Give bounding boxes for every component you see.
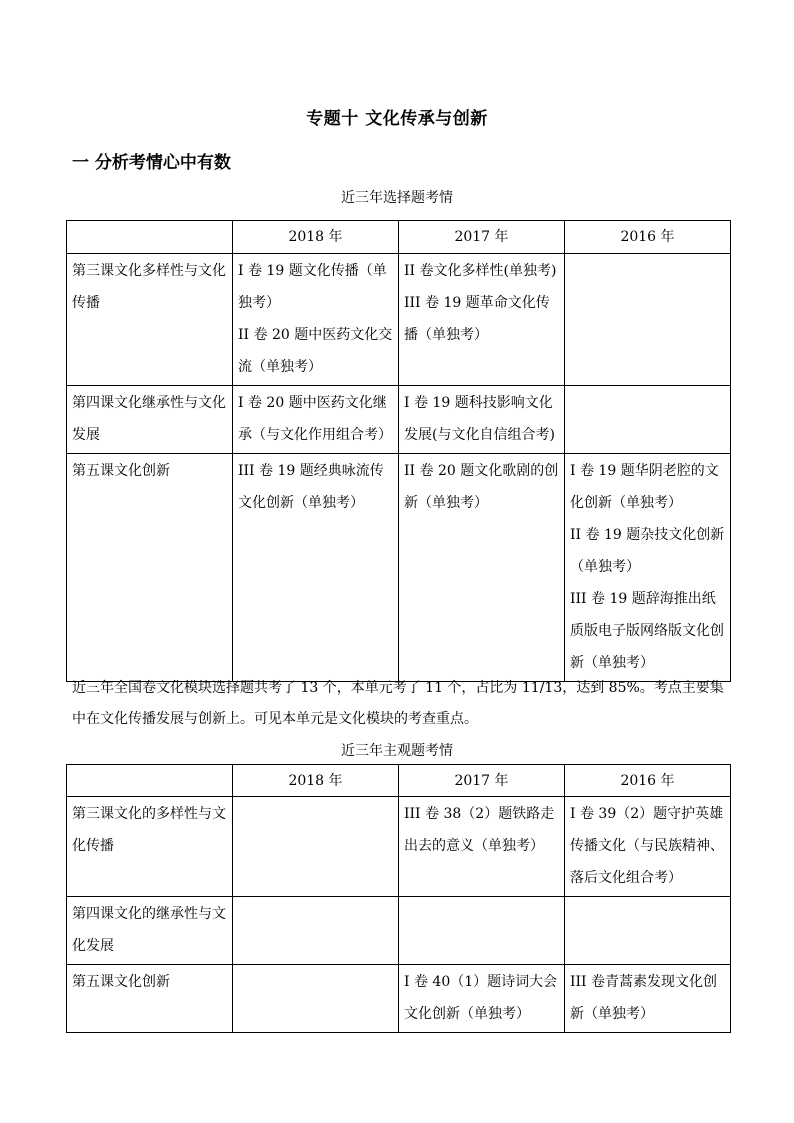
header-cell bbox=[67, 221, 233, 254]
cell-entry: I 卷 40（1）题诗词大会文化创新（单独考） bbox=[404, 974, 558, 1022]
section-heading: 一 分析考情心中有数 bbox=[72, 153, 231, 173]
cell-2016 bbox=[565, 386, 731, 454]
cell-2018 bbox=[233, 965, 399, 1033]
header-cell-2016: 2016 年 bbox=[565, 221, 731, 254]
cell-2017 bbox=[399, 254, 565, 386]
subjective-question-table bbox=[66, 764, 731, 1033]
cell-2018 bbox=[233, 797, 399, 897]
cell-entry: III 卷青蒿素发现文化创新（单独考） bbox=[570, 974, 718, 1022]
row-label: 第四课文化的继承性与文化发展 bbox=[67, 897, 233, 965]
table-row bbox=[67, 386, 731, 454]
cell-entry: II 卷 19 题杂技文化创新（单独考） bbox=[570, 527, 725, 575]
row-label: 第五课文化创新 bbox=[67, 965, 233, 1033]
cell-2016 bbox=[565, 897, 731, 965]
cell-entry: II 卷 20 题中医药文化交流（单独考） bbox=[238, 327, 393, 375]
header-cell bbox=[67, 765, 233, 797]
cell-entry: I 卷 39（2）题守护英雄传播文化（与民族精神、落后文化组合考） bbox=[570, 806, 724, 886]
cell-2018 bbox=[233, 254, 399, 386]
cell-entry: II 卷 20 题文化歌剧的创新（单独考） bbox=[404, 463, 559, 511]
table2-caption: 近三年主观题考情 bbox=[341, 743, 453, 759]
cell-entry: I 卷 19 题华阴老腔的文化创新（单独考） bbox=[570, 463, 719, 511]
cell-entry: III 卷 38（2）题铁路走出去的意义（单独考） bbox=[404, 806, 555, 854]
cell-entry: I 卷 19 题科技影响文化发展(与文化自信组合考) bbox=[404, 395, 555, 443]
table-row bbox=[67, 797, 731, 897]
cell-2017 bbox=[399, 797, 565, 897]
row-label: 第三课文化的多样性与文化传播 bbox=[67, 797, 233, 897]
table-row bbox=[67, 454, 731, 682]
header-cell-2018: 2018 年 bbox=[233, 221, 399, 254]
cell-entry: III 卷 19 题经典咏流传文化创新（单独考） bbox=[238, 463, 384, 511]
summary-paragraph: 近三年全国卷文化模块选择题共考了 13 个，本单元考了 11 个，占比为 11/13，达到 85%。考点主要集中在文化传播发展与创新上。可见本单元是文化模块的考查重点。 bbox=[72, 680, 724, 727]
row-label: 第四课文化继承性与文化发展 bbox=[67, 386, 233, 454]
header-cell-2017: 2017 年 bbox=[399, 765, 565, 797]
table-row bbox=[67, 254, 731, 386]
cell-entry: I 卷 20 题中医药文化继承（与文化作用组合考） bbox=[238, 395, 392, 443]
cell-2018 bbox=[233, 386, 399, 454]
cell-2016 bbox=[565, 965, 731, 1033]
table-header-row bbox=[67, 221, 731, 254]
cell-2018 bbox=[233, 897, 399, 965]
document-title: 专题十 文化传承与创新 bbox=[306, 109, 488, 129]
cell-2016 bbox=[565, 797, 731, 897]
table-row bbox=[67, 965, 731, 1033]
choice-question-table bbox=[66, 220, 731, 682]
cell-entry: II 卷文化多样性(单独考) bbox=[404, 263, 557, 279]
header-cell-2017: 2017 年 bbox=[399, 221, 565, 254]
row-label: 第三课文化多样性与文化传播 bbox=[67, 254, 233, 386]
table1-caption: 近三年选择题考情 bbox=[341, 190, 453, 206]
cell-entry: III 卷 19 题辞海推出纸质版电子版网络版文化创新（单独考） bbox=[570, 591, 724, 671]
cell-2016 bbox=[565, 254, 731, 386]
row-label: 第五课文化创新 bbox=[67, 454, 233, 682]
cell-2017 bbox=[399, 386, 565, 454]
cell-2017 bbox=[399, 897, 565, 965]
table-header-row bbox=[67, 765, 731, 797]
table-row bbox=[67, 897, 731, 965]
cell-entry: III 卷 19 题革命文化传播（单独考） bbox=[404, 295, 550, 343]
cell-2016 bbox=[565, 454, 731, 682]
cell-2018 bbox=[233, 454, 399, 682]
header-cell-2016: 2016 年 bbox=[565, 765, 731, 797]
cell-2017 bbox=[399, 454, 565, 682]
header-cell-2018: 2018 年 bbox=[233, 765, 399, 797]
cell-2017 bbox=[399, 965, 565, 1033]
cell-entry: I 卷 19 题文化传播（单独考） bbox=[238, 263, 387, 311]
